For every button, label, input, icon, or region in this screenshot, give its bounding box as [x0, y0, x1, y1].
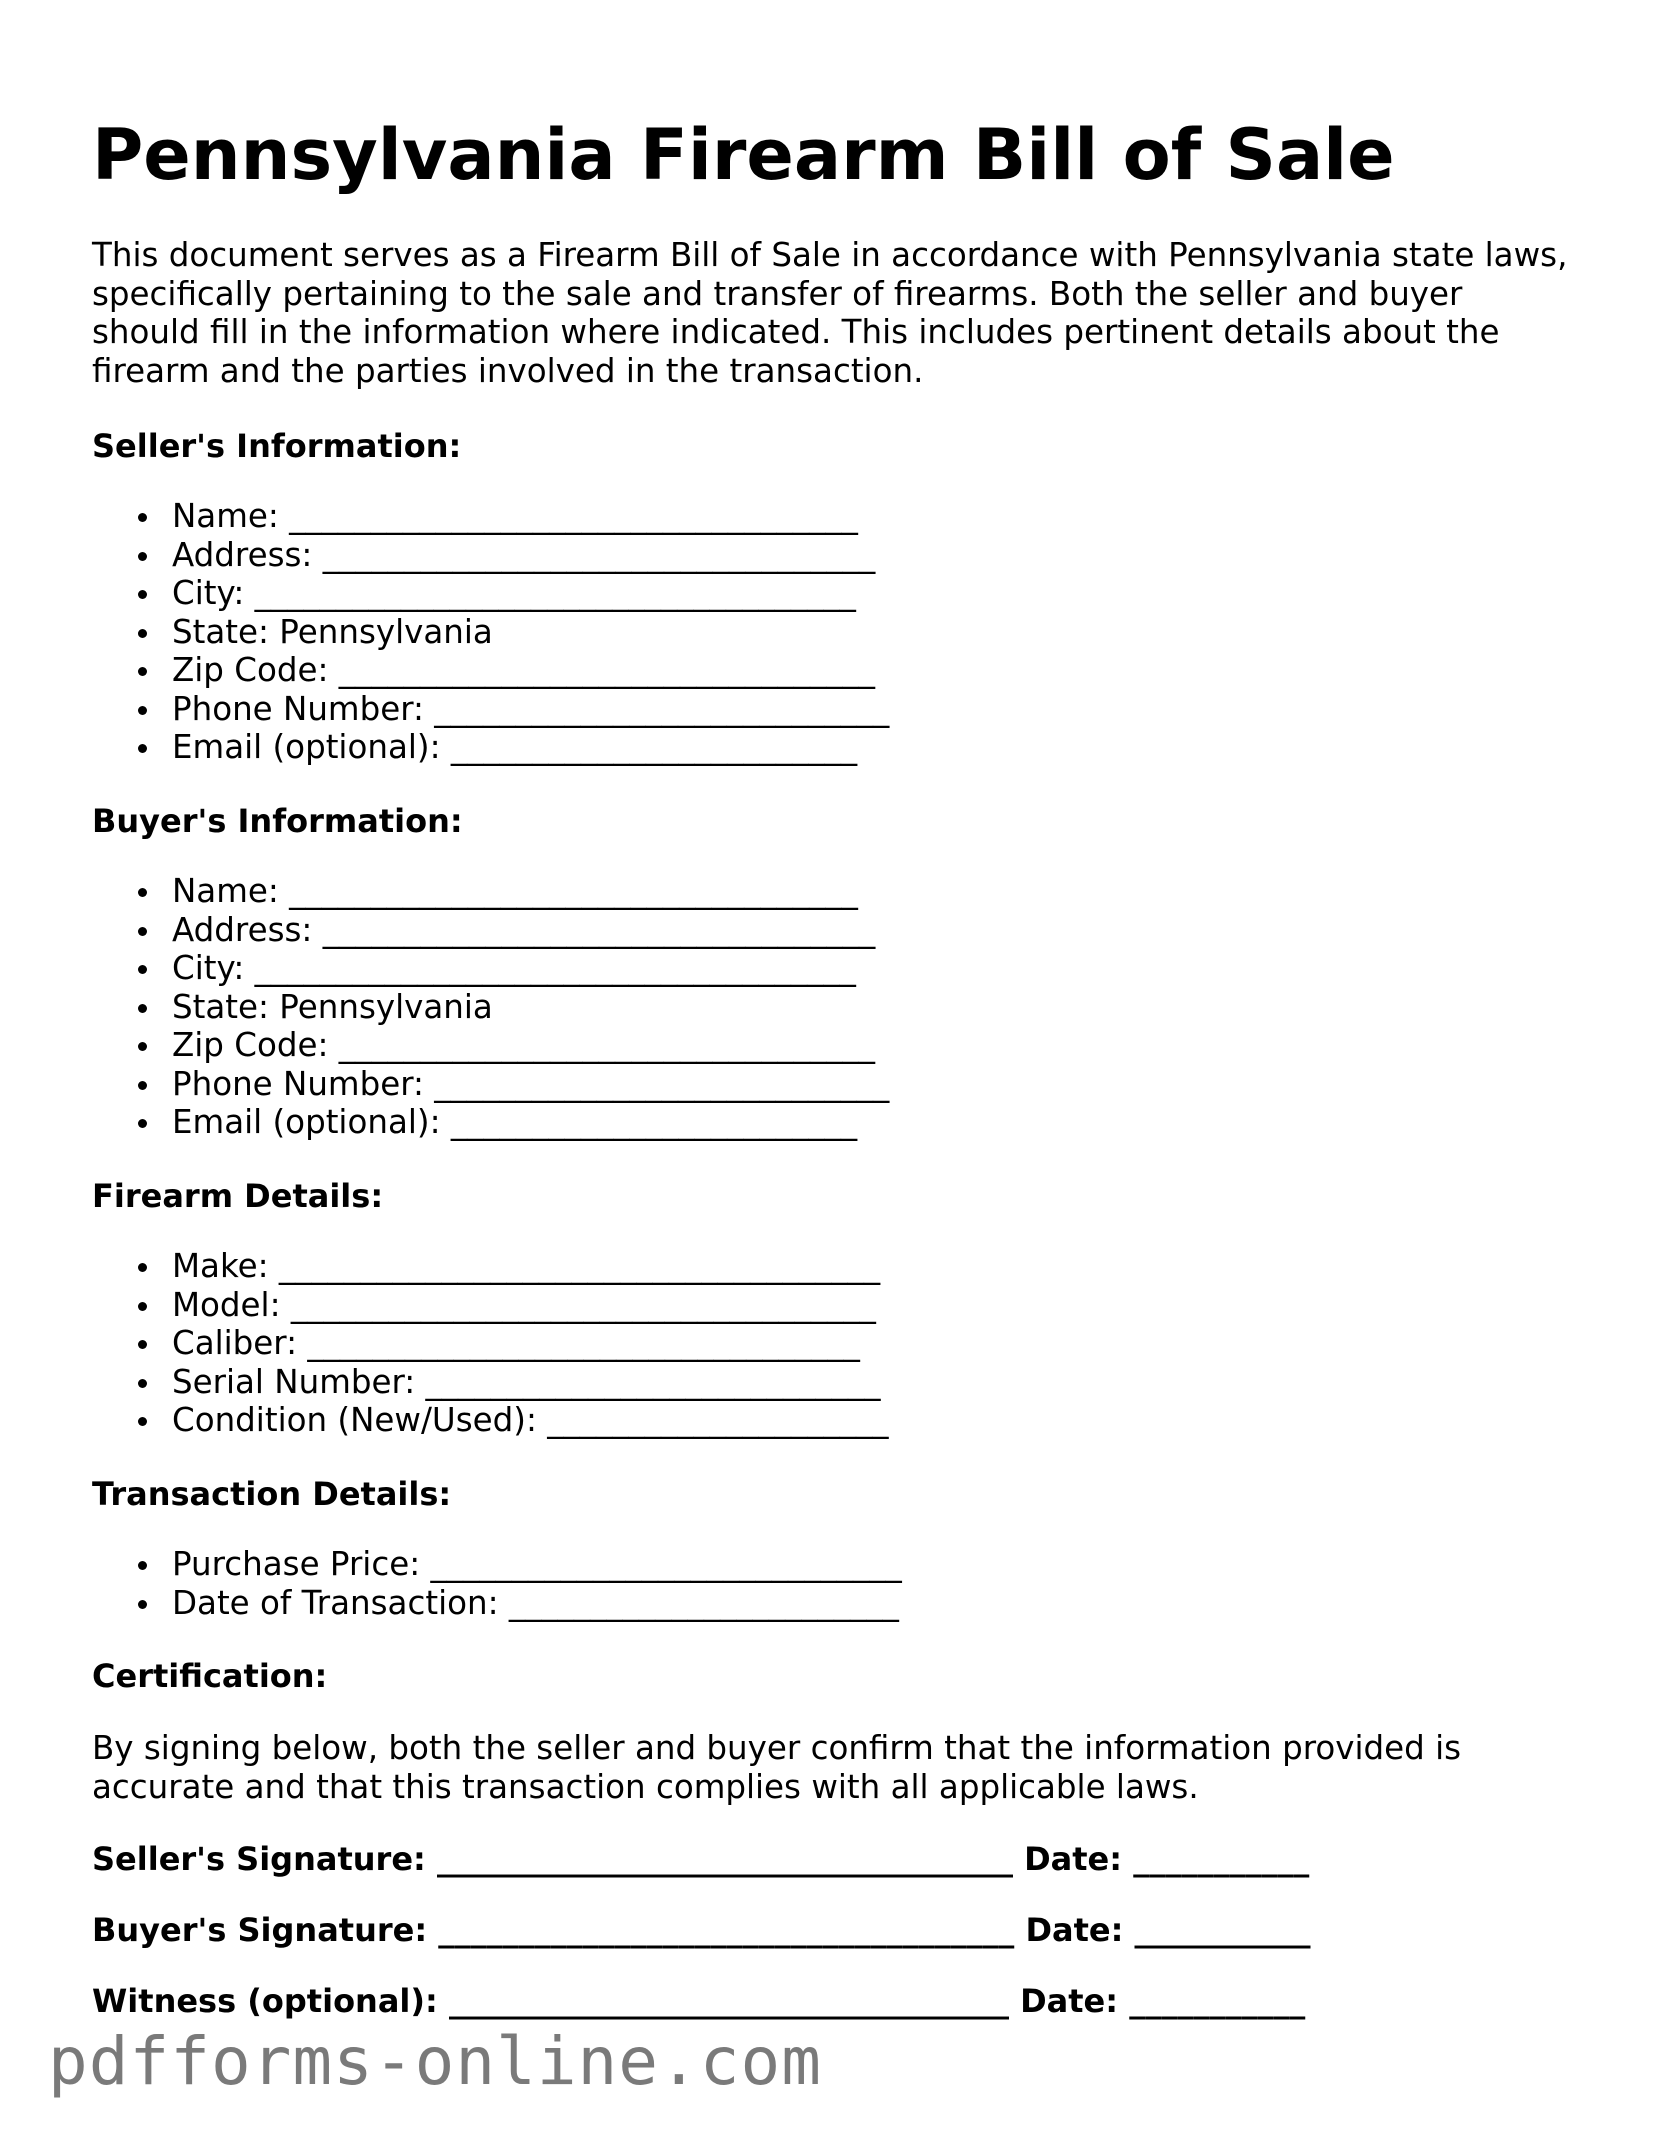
buyer-address-field: Address: __________________________________ — [92, 911, 889, 950]
buyer-email-field: Email (optional): _________________________ — [92, 1103, 889, 1142]
firearm-fields-list — [92, 1247, 889, 1440]
firearm-condition-field: Condition (New/Used): _____________________ — [92, 1401, 889, 1440]
seller-state-field: State: Pennsylvania — [92, 613, 889, 652]
buyer-signature-line: Buyer's Signature: ____________________________________ Date: ___________ — [92, 1911, 1311, 1949]
buyer-city-field: City: _____________________________________ — [92, 949, 889, 988]
seller-signature-line: Seller's Signature: ____________________________________ Date: ___________ — [92, 1840, 1310, 1878]
buyer-fields-list — [92, 872, 889, 1142]
buyer-zip-field: Zip Code: _________________________________ — [92, 1026, 889, 1065]
buyer-name-field: Name: ___________________________________ — [92, 872, 889, 911]
buyer-phone-field: Phone Number: ____________________________ — [92, 1065, 889, 1104]
intro-paragraph: This document serves as a Firearm Bill of Sale in accordance with Pennsylvania state laws, specifically pertaining to the sale and transfer of firearms. Both the seller and buyer should fill in the information where indicated. This includes pertinent details about the firearm and the parties involved in the transaction. — [92, 236, 1568, 390]
seller-email-field: Email (optional): _________________________ — [92, 728, 889, 767]
seller-fields-list — [92, 497, 889, 767]
watermark-text: pdfforms-online.com — [48, 2023, 822, 2100]
transaction-fields-list — [92, 1545, 902, 1622]
seller-city-field: City: _____________________________________ — [92, 574, 889, 613]
buyer-heading: Buyer's Information: — [92, 802, 463, 840]
seller-zip-field: Zip Code: _________________________________ — [92, 651, 889, 690]
seller-phone-field: Phone Number: ____________________________ — [92, 690, 889, 729]
purchase-price-field: Purchase Price: _____________________________ — [92, 1545, 902, 1584]
certification-heading: Certification: — [92, 1657, 328, 1695]
firearm-make-field: Make: _____________________________________ — [92, 1247, 889, 1286]
certification-paragraph: By signing below, both the seller and buyer confirm that the information provided is accurate and that this transaction complies with all applicable laws. — [92, 1729, 1462, 1806]
witness-signature-line: Witness (optional): ___________________________________ Date: ___________ — [92, 1982, 1306, 2020]
buyer-state-field: State: Pennsylvania — [92, 988, 889, 1027]
seller-name-field: Name: ___________________________________ — [92, 497, 889, 536]
firearm-caliber-field: Caliber: __________________________________ — [92, 1324, 889, 1363]
page-title: Pennsylvania Firearm Bill of Sale — [92, 114, 1395, 196]
seller-address-field: Address: __________________________________ — [92, 536, 889, 575]
firearm-heading: Firearm Details: — [92, 1177, 384, 1215]
seller-heading: Seller's Information: — [92, 427, 462, 465]
transaction-date-field: Date of Transaction: ________________________ — [92, 1584, 902, 1623]
firearm-model-field: Model: ____________________________________ — [92, 1286, 889, 1325]
firearm-serial-field: Serial Number: ____________________________ — [92, 1363, 889, 1402]
transaction-heading: Transaction Details: — [92, 1475, 452, 1513]
